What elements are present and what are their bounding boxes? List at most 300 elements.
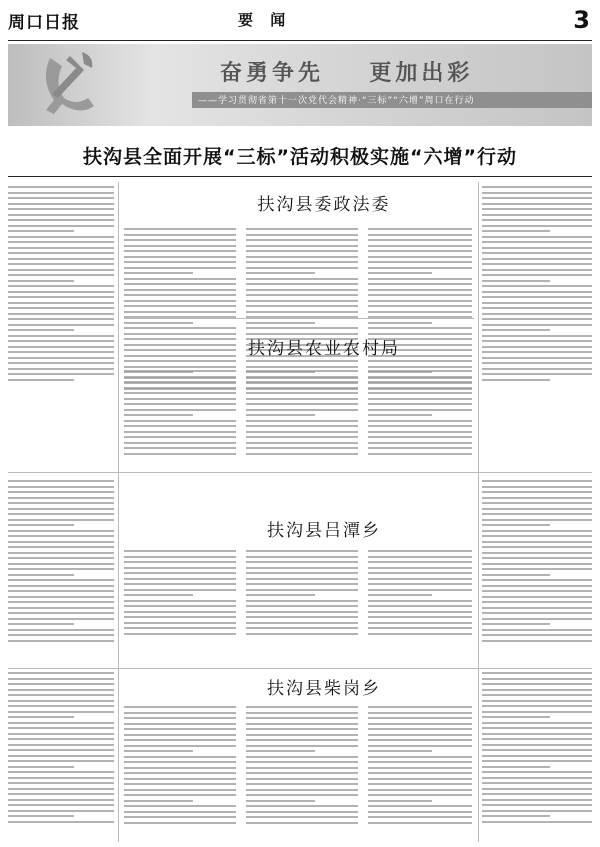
- text-line: [482, 208, 592, 210]
- text-line: [482, 291, 592, 293]
- text-line: [368, 550, 472, 552]
- text-line: [482, 241, 592, 243]
- text-line: [124, 420, 236, 422]
- text-line: [368, 234, 472, 236]
- text-line: [482, 607, 592, 609]
- text-line: [482, 552, 592, 554]
- text-line: [368, 239, 472, 241]
- text-line: [124, 561, 236, 563]
- text-line: [8, 269, 114, 271]
- text-line: [246, 387, 358, 389]
- text-line: [368, 261, 472, 263]
- article-section: [8, 672, 592, 842]
- text-line: [368, 594, 432, 596]
- text-line: [8, 296, 114, 298]
- text-line: [246, 403, 358, 405]
- text-line: [8, 541, 114, 543]
- text-line: [368, 425, 472, 427]
- slogan-left: 奋勇争先: [220, 61, 325, 86]
- text-line: [246, 822, 358, 824]
- text-line: [368, 398, 472, 400]
- masthead-rule: [8, 40, 592, 41]
- text-line: [482, 689, 592, 691]
- text-line: [246, 567, 358, 569]
- text-line: [368, 453, 472, 455]
- text-line: [124, 239, 236, 241]
- text-line: [8, 590, 114, 592]
- text-line: [482, 722, 592, 724]
- text-line: [8, 530, 114, 532]
- text-line: [482, 491, 592, 493]
- text-line: [482, 263, 592, 265]
- text-line: [246, 589, 358, 591]
- text-line: [368, 800, 432, 802]
- text-line: [482, 821, 592, 823]
- text-line: [482, 508, 592, 510]
- text-line: [368, 734, 472, 736]
- text-line: [482, 247, 592, 249]
- text-line: [8, 480, 114, 482]
- text-line: [8, 197, 114, 199]
- text-line: [482, 574, 550, 576]
- text-line: [124, 403, 236, 405]
- text-line: [8, 274, 114, 276]
- text-line: [124, 294, 236, 296]
- text-line: [246, 250, 358, 252]
- text-line: [8, 738, 114, 740]
- text-line: [482, 733, 592, 735]
- text-line: [246, 778, 358, 780]
- text-line: [482, 815, 550, 817]
- text-line: [482, 252, 592, 254]
- text-line: [482, 683, 592, 685]
- text-line: [124, 272, 193, 274]
- text-line: [8, 755, 114, 757]
- text-line: [246, 583, 358, 585]
- text-line: [8, 689, 114, 691]
- text-line: [482, 766, 550, 768]
- text-line: [368, 750, 432, 752]
- text-line: [124, 756, 236, 758]
- text-line: [482, 788, 592, 790]
- text-line: [124, 442, 236, 444]
- text-line: [124, 633, 236, 635]
- text-line: [482, 596, 592, 598]
- text-line: [8, 694, 114, 696]
- text-line: [368, 567, 472, 569]
- text-line: [8, 285, 114, 287]
- text-line: [246, 261, 358, 263]
- text-line: [8, 513, 114, 515]
- text-line: [124, 816, 236, 818]
- text-line: [482, 230, 550, 232]
- text-line: [124, 283, 236, 285]
- text-line: [8, 788, 114, 790]
- text-line: [482, 530, 592, 532]
- text-line: [482, 782, 592, 784]
- text-line: [124, 745, 236, 747]
- text-line: [246, 453, 358, 455]
- text-line: [246, 267, 358, 269]
- text-line: [482, 236, 592, 238]
- text-line: [124, 800, 193, 802]
- text-line: [246, 816, 358, 818]
- text-line: [482, 225, 592, 227]
- text-line: [246, 616, 358, 618]
- text-line: [124, 567, 236, 569]
- text-column: [368, 706, 472, 827]
- text-line: [246, 311, 358, 313]
- text-line: [246, 800, 315, 802]
- text-line: [368, 414, 432, 416]
- text-line: [482, 738, 592, 740]
- text-line: [482, 810, 592, 812]
- text-line: [124, 278, 236, 280]
- text-line: [124, 398, 236, 400]
- text-line: [246, 789, 358, 791]
- text-line: [8, 519, 114, 521]
- text-line: [482, 771, 592, 773]
- text-line: [368, 756, 472, 758]
- text-line: [8, 793, 114, 795]
- text-line: [246, 442, 358, 444]
- text-line: [124, 622, 236, 624]
- masthead: [8, 6, 592, 40]
- text-line: [368, 611, 472, 613]
- text-line: [368, 622, 472, 624]
- text-line: [482, 203, 592, 205]
- text-line: [8, 766, 74, 768]
- text-line: [368, 706, 472, 708]
- text-line: [368, 816, 472, 818]
- text-line: [8, 771, 114, 773]
- text-line: [124, 289, 236, 291]
- text-line: [482, 705, 592, 707]
- text-line: [124, 616, 236, 618]
- text-line: [482, 296, 592, 298]
- text-line: [246, 622, 358, 624]
- text-line: [246, 627, 358, 629]
- text-line: [124, 370, 236, 372]
- text-line: [368, 431, 472, 433]
- text-line: [368, 294, 472, 296]
- section-title: 扶沟县柴岗乡: [267, 679, 381, 699]
- text-line: [368, 789, 472, 791]
- text-line: [482, 313, 592, 315]
- text-line: [246, 420, 358, 422]
- text-line: [8, 563, 114, 565]
- text-line: [482, 214, 592, 216]
- text-line: [482, 755, 592, 757]
- text-line: [246, 734, 358, 736]
- text-line: [482, 568, 592, 570]
- text-line: [368, 805, 472, 807]
- text-line: [8, 585, 114, 587]
- text-line: [8, 596, 114, 598]
- text-line: [124, 550, 236, 552]
- text-line: [124, 712, 236, 714]
- text-line: [124, 572, 236, 574]
- text-line: [368, 228, 472, 230]
- text-line: [368, 589, 472, 591]
- text-line: [482, 634, 592, 636]
- text-line: [368, 370, 472, 372]
- text-line: [246, 398, 358, 400]
- text-line: [8, 214, 114, 216]
- text-line: [8, 618, 114, 620]
- text-line: [124, 589, 236, 591]
- text-line: [482, 612, 592, 614]
- text-line: [246, 811, 358, 813]
- text-line: [8, 258, 114, 260]
- text-line: [246, 272, 315, 274]
- text-line: [482, 197, 592, 199]
- text-line: [246, 600, 358, 602]
- text-line: [246, 283, 358, 285]
- text-line: [246, 750, 315, 752]
- text-line: [8, 280, 74, 282]
- text-line: [482, 486, 592, 488]
- text-line: [8, 804, 114, 806]
- text-line: [246, 381, 358, 383]
- text-line: [368, 420, 472, 422]
- text-column: [246, 706, 358, 827]
- text-line: [368, 300, 472, 302]
- text-line: [368, 561, 472, 563]
- text-line: [124, 381, 236, 383]
- text-line: [246, 756, 358, 758]
- text-line: [368, 712, 472, 714]
- text-line: [482, 269, 592, 271]
- text-line: [482, 557, 592, 559]
- text-line: [368, 283, 472, 285]
- text-line: [124, 611, 236, 613]
- text-line: [482, 563, 592, 565]
- text-line: [124, 627, 236, 629]
- text-line: [124, 583, 236, 585]
- text-line: [368, 717, 472, 719]
- text-line: [368, 627, 472, 629]
- text-line: [124, 431, 236, 433]
- text-line: [482, 760, 592, 762]
- text-line: [124, 605, 236, 607]
- text-line: [246, 289, 358, 291]
- text-column: [368, 550, 472, 638]
- text-line: [246, 436, 358, 438]
- text-line: [368, 783, 472, 785]
- text-line: [368, 245, 472, 247]
- text-line: [482, 302, 592, 304]
- text-line: [124, 778, 236, 780]
- text-line: [246, 550, 358, 552]
- main-headline: 扶沟县全面开展“三标”活动积极实施“六增”行动: [83, 146, 517, 168]
- text-line: [8, 579, 114, 581]
- text-line: [368, 745, 472, 747]
- text-line: [482, 524, 550, 526]
- text-line: [8, 241, 114, 243]
- banner-ribbon-text: ——学习贯彻省第十一次党代会精神·“三标”“六增”周口在行动: [198, 96, 475, 106]
- text-line: [8, 535, 114, 537]
- text-line: [8, 749, 114, 751]
- text-line: [8, 208, 114, 210]
- text-line: [8, 574, 74, 576]
- text-column: [124, 550, 236, 638]
- text-line: [124, 234, 236, 236]
- text-line: [246, 414, 315, 416]
- text-line: [368, 403, 472, 405]
- section-title: 扶沟县委政法委: [257, 195, 391, 215]
- text-line: [124, 600, 236, 602]
- text-line: [8, 236, 114, 238]
- text-line: [124, 556, 236, 558]
- text-line: [482, 258, 592, 260]
- text-line: [246, 767, 358, 769]
- text-line: [8, 716, 74, 718]
- text-line: [124, 723, 236, 725]
- article-section: [8, 322, 592, 472]
- text-column: [124, 706, 236, 827]
- text-line: [246, 278, 358, 280]
- text-line: [8, 502, 114, 504]
- text-line: [8, 672, 114, 674]
- text-line: [368, 376, 472, 378]
- text-line: [246, 431, 358, 433]
- text-line: [368, 387, 472, 389]
- text-line: [368, 811, 472, 813]
- text-line: [124, 728, 236, 730]
- text-line: [482, 546, 592, 548]
- text-line: [482, 601, 592, 603]
- text-line: [8, 705, 114, 707]
- text-line: [246, 256, 358, 258]
- text-line: [246, 728, 358, 730]
- text-line: [8, 307, 114, 309]
- text-line: [8, 568, 114, 570]
- party-emblem-icon: [32, 50, 112, 122]
- text-line: [8, 252, 114, 254]
- text-line: [124, 436, 236, 438]
- text-line: [8, 607, 114, 609]
- text-line: [8, 733, 114, 735]
- text-line: [124, 578, 236, 580]
- text-line: [8, 508, 114, 510]
- text-line: [124, 789, 236, 791]
- text-line: [482, 694, 592, 696]
- text-line: [124, 750, 193, 752]
- column-rule: [118, 182, 119, 842]
- text-line: [482, 744, 592, 746]
- text-line: [124, 261, 236, 263]
- text-line: [124, 594, 193, 596]
- text-line: [246, 761, 358, 763]
- text-line: [482, 535, 592, 537]
- text-line: [368, 436, 472, 438]
- text-line: [246, 578, 358, 580]
- text-line: [124, 447, 236, 449]
- text-line: [482, 585, 592, 587]
- text-line: [368, 289, 472, 291]
- text-column: [482, 672, 592, 826]
- article-section: [8, 476, 592, 666]
- text-line: [482, 678, 592, 680]
- text-line: [124, 761, 236, 763]
- text-column: [246, 550, 358, 638]
- text-line: [368, 272, 432, 274]
- text-line: [482, 219, 592, 221]
- text-line: [124, 783, 236, 785]
- text-line: [8, 497, 114, 499]
- text-line: [8, 640, 114, 642]
- text-line: [8, 318, 114, 320]
- text-line: [482, 700, 592, 702]
- text-line: [246, 376, 358, 378]
- text-line: [246, 370, 358, 372]
- text-line: [8, 486, 114, 488]
- text-line: [368, 794, 472, 796]
- headline-rule: [8, 176, 592, 177]
- section-title: 扶沟县吕潭乡: [267, 521, 381, 541]
- text-line: [124, 267, 236, 269]
- text-line: [124, 250, 236, 252]
- text-line: [8, 821, 114, 823]
- text-line: [246, 633, 358, 635]
- text-line: [124, 706, 236, 708]
- text-line: [482, 192, 592, 194]
- banner: [8, 44, 592, 126]
- column-rule: [478, 182, 479, 842]
- text-line: [246, 794, 358, 796]
- text-line: [246, 594, 315, 596]
- text-column: [8, 480, 114, 645]
- text-line: [124, 392, 236, 394]
- text-line: [368, 381, 472, 383]
- text-line: [368, 761, 472, 763]
- text-line: [368, 578, 472, 580]
- text-line: [368, 778, 472, 780]
- text-line: [368, 633, 472, 635]
- text-line: [368, 616, 472, 618]
- text-line: [368, 767, 472, 769]
- text-line: [246, 294, 358, 296]
- text-line: [368, 572, 472, 574]
- text-line: [482, 672, 592, 674]
- text-line: [246, 783, 358, 785]
- text-line: [482, 804, 592, 806]
- text-column: [8, 672, 114, 826]
- text-line: [8, 203, 114, 205]
- text-line: [368, 267, 472, 269]
- text-line: [246, 745, 358, 747]
- text-line: [124, 772, 236, 774]
- text-line: [124, 794, 236, 796]
- text-line: [8, 557, 114, 559]
- text-column: [368, 370, 472, 458]
- slogan-right: 更加出彩: [369, 61, 474, 86]
- text-line: [8, 623, 74, 625]
- page-number: 3: [573, 6, 590, 34]
- text-line: [8, 722, 114, 724]
- text-line: [368, 256, 472, 258]
- text-line: [482, 793, 592, 795]
- text-line: [124, 387, 236, 389]
- text-line: [8, 552, 114, 554]
- text-column: [124, 370, 236, 458]
- text-line: [482, 629, 592, 631]
- text-line: [246, 561, 358, 563]
- text-line: [246, 425, 358, 427]
- text-line: [8, 634, 114, 636]
- text-line: [368, 739, 472, 741]
